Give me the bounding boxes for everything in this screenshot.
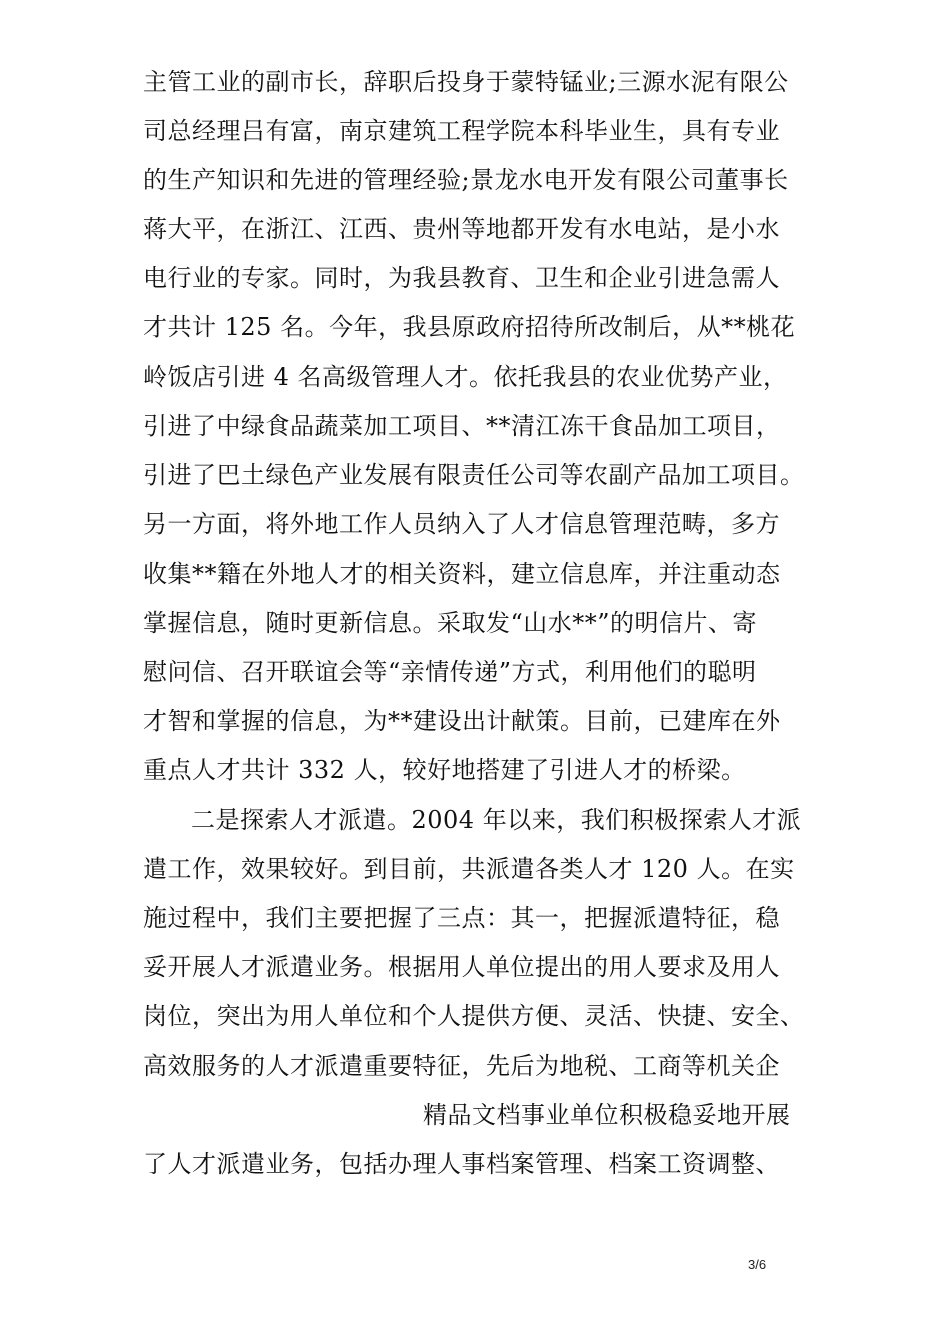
text-line: 才共计 125 名。今年，我县原政府招待所改制后，从**桃花 <box>143 313 796 341</box>
text-line: 引进了中绿食品蔬菜加工项目、**清江冻干食品加工项目， <box>143 412 781 440</box>
text-line: 了人才派遣业务，包括办理人事档案管理、档案工资调整、 <box>143 1150 780 1178</box>
text-line: 慰问信、召开联谊会等“亲情传递”方式，利用他们的聪明 <box>143 658 757 686</box>
text-line: 妥开展人才派遣业务。根据用人单位提出的用人要求及用人 <box>143 953 780 981</box>
text-line: 岭饭店引进 4 名高级管理人才。依托我县的农业优势产业， <box>143 363 788 391</box>
text-line: 岗位，突出为用人单位和个人提供方便、灵活、快捷、安全、 <box>143 1002 805 1030</box>
text-line: 重点人才共计 332 人，较好地搭建了引进人才的桥梁。 <box>143 756 746 784</box>
text-line: 蒋大平，在浙江、江西、贵州等地都开发有水电站，是小水 <box>143 215 780 243</box>
text-line: 遣工作，效果较好。到目前，共派遣各类人才 120 人。在实 <box>143 855 795 883</box>
text-line: 高效服务的人才派遣重要特征，先后为地税、工商等机关企 <box>143 1052 780 1080</box>
text-line: 掌握信息，随时更新信息。采取发“山水**”的明信片、寄 <box>143 609 758 637</box>
text-line: 主管工业的副市长，辞职后投身于蒙特锰业;三源水泥有限公 <box>143 68 789 96</box>
text-line: 电行业的专家。同时，为我县教育、卫生和企业引进急需人 <box>143 264 780 292</box>
text-line: 精品文档事业单位积极稳妥地开展 <box>423 1101 791 1129</box>
text-line: 司总经理吕有富，南京建筑工程学院本科毕业生，具有专业 <box>143 117 780 145</box>
paragraph-start-line: 二是探索人才派遣。2004 年以来，我们积极探索人才派 <box>191 806 802 834</box>
text-line: 引进了巴土绿色产业发展有限责任公司等农副产品加工项目。 <box>143 461 805 489</box>
page-number: 3/6 <box>748 1257 767 1272</box>
text-line: 的生产知识和先进的管理经验;景龙水电开发有限公司董事长 <box>143 166 789 194</box>
text-line: 收集**籍在外地人才的相关资料，建立信息库，并注重动态 <box>143 560 781 588</box>
text-line: 才智和掌握的信息，为**建设出计献策。目前，已建库在外 <box>143 707 781 735</box>
text-line: 施过程中，我们主要把握了三点：其一，把握派遣特征，稳 <box>143 904 780 932</box>
text-line: 另一方面，将外地工作人员纳入了人才信息管理范畴，多方 <box>143 510 780 538</box>
